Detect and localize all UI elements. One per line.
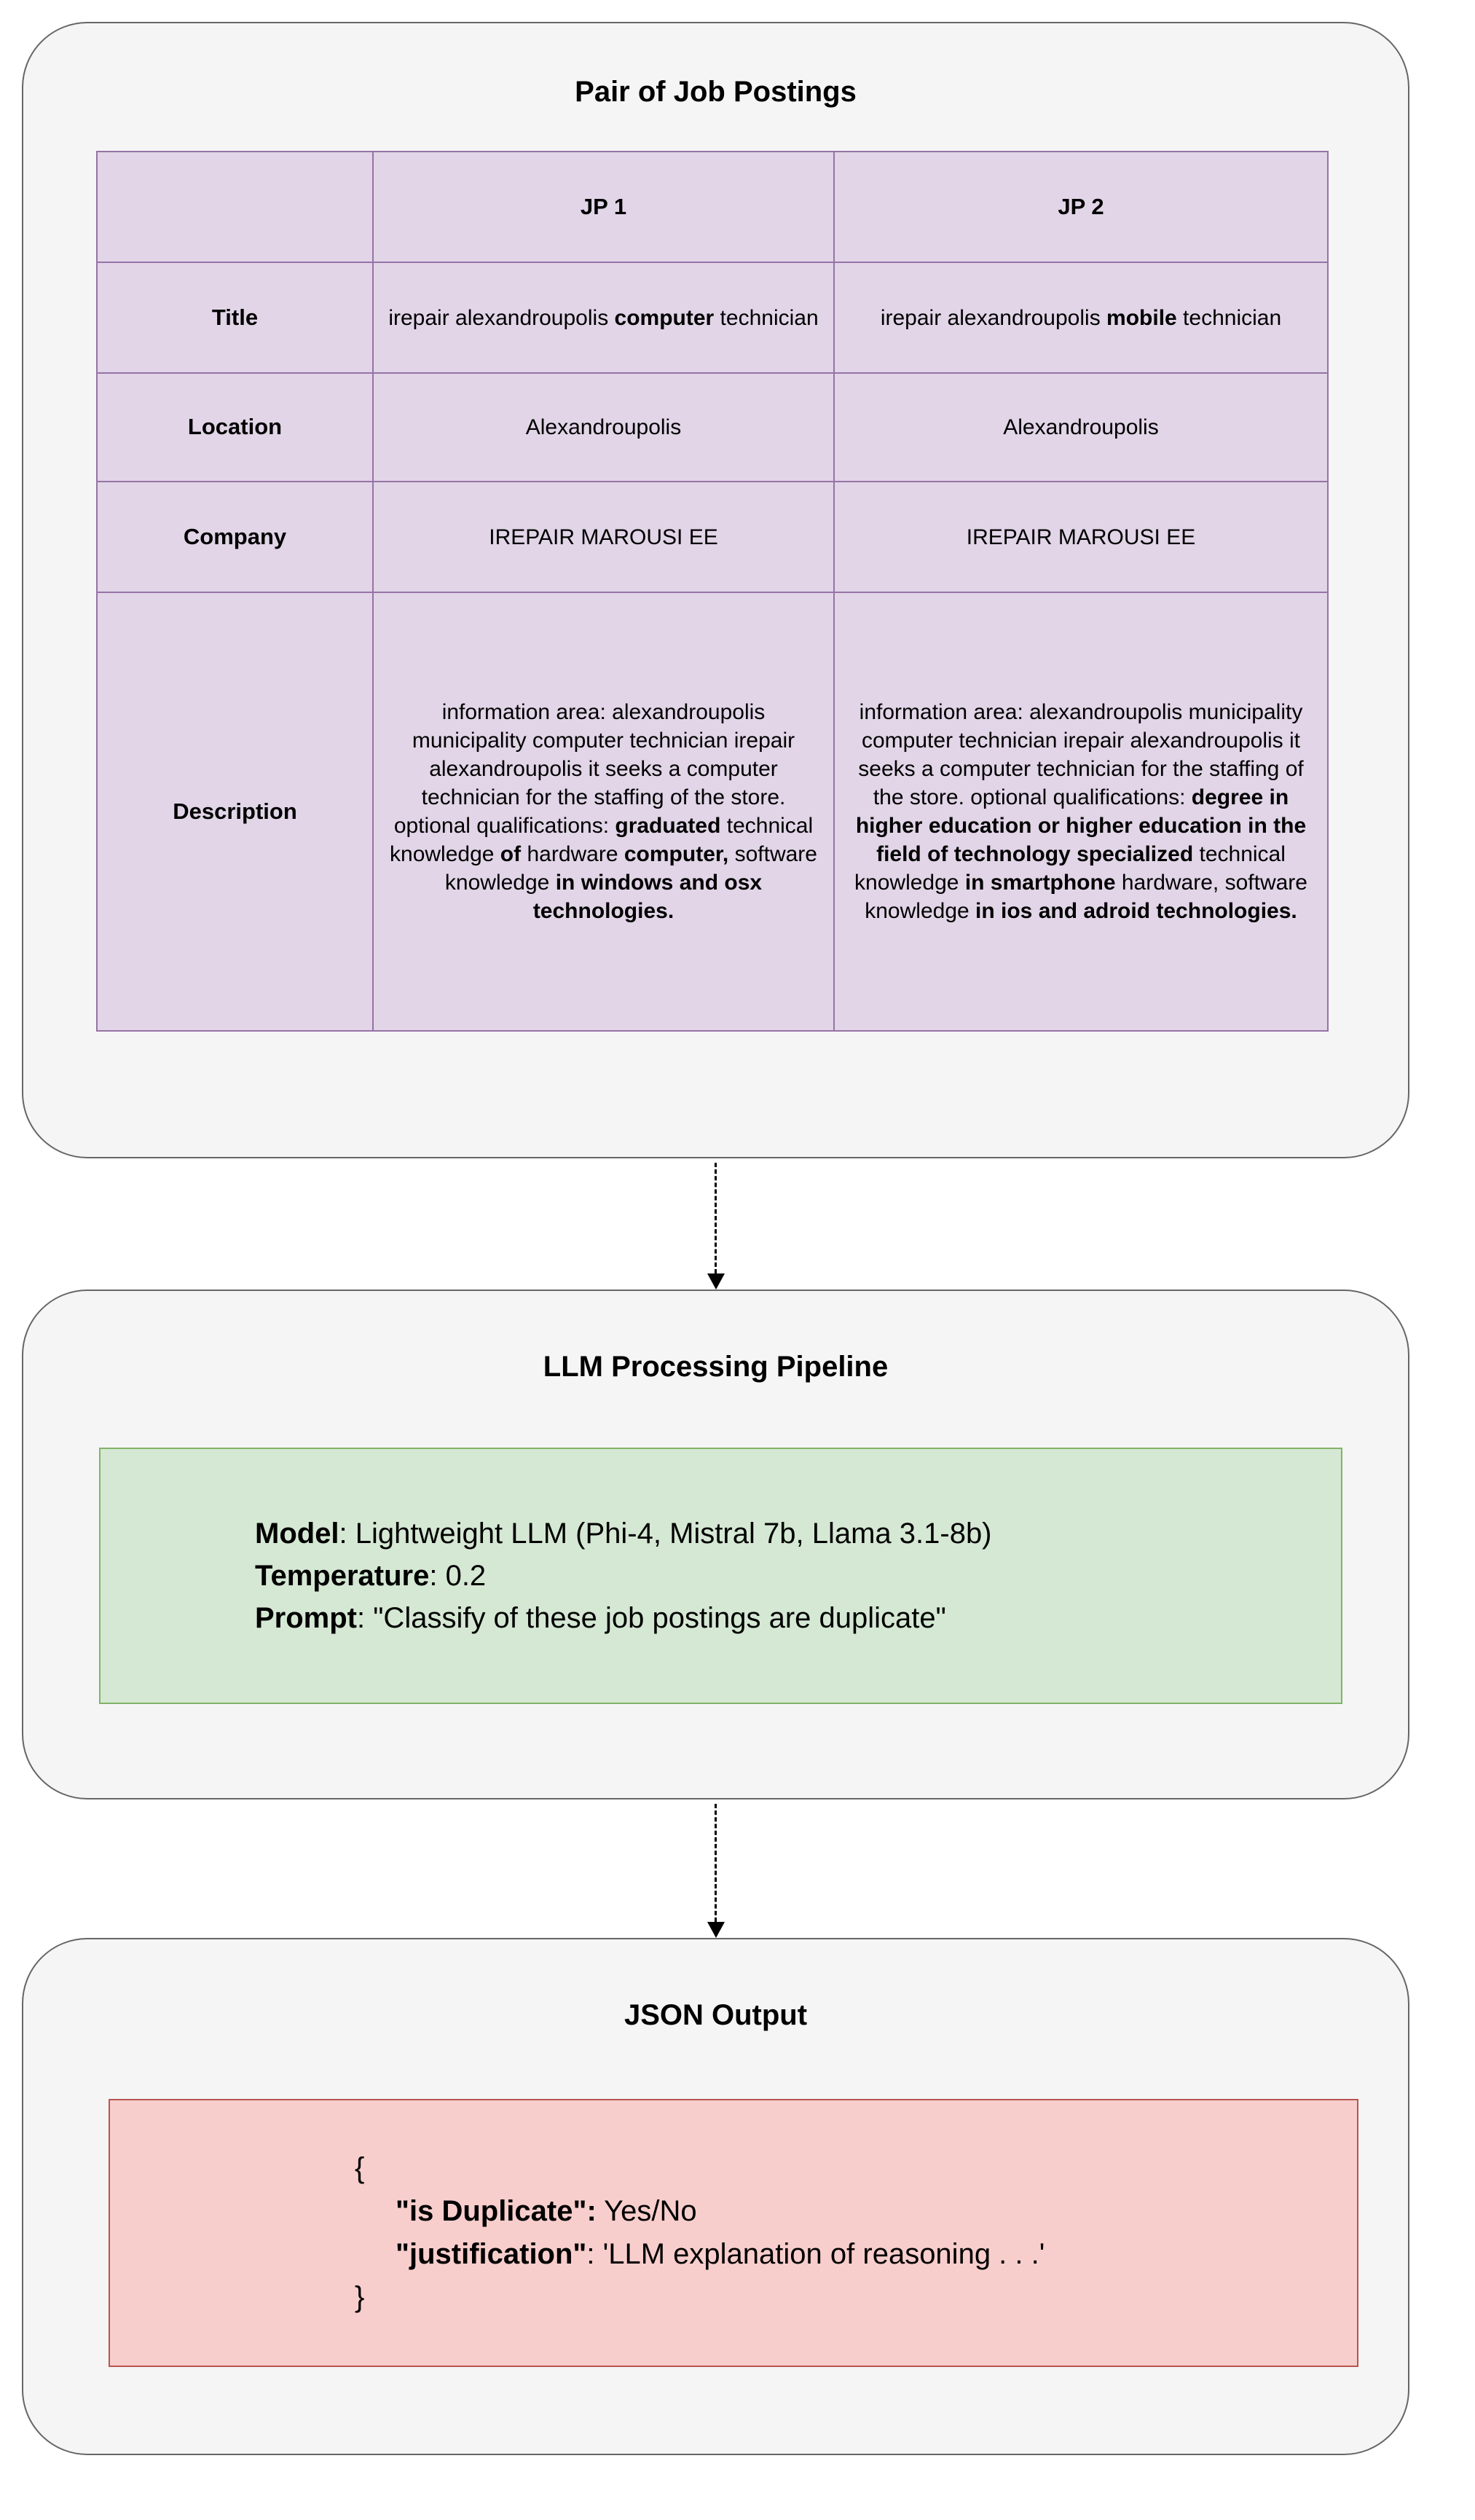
table-row-company [97,482,1328,592]
panel-json-output [22,1938,1409,2455]
config-line-prompt: Prompt: "Classify of these job postings are duplicate" [255,1602,946,1634]
flow-arrow-1 [22,1158,1409,1290]
table-row-description [97,592,1328,1031]
row-label-company: Company [97,482,373,592]
arrow-down-icon [707,1273,725,1290]
table-row-title [97,262,1328,373]
dashed-line-icon [715,1163,717,1273]
cell-location-jp2: Alexandroupolis [834,373,1328,482]
row-label-title: Title [97,262,373,373]
json-open-brace: { [355,2151,365,2184]
json-line-justification: "justification": 'LLM explanation of reasoning . . .' [396,2238,1045,2270]
cell-description-jp2: information area: alexandroupolis municipality computer technician irepair alexandroupolis it seeks a computer technician for the staffing of the store. optional qualifications: degree in higher education or higher education in the field of technology specialized technical knowledge in smartphone hardware, software knowledge in ios and adroid technologies. [834,592,1328,1031]
pipeline-config-box [99,1448,1342,1704]
json-output-title: JSON Output [624,1999,808,2031]
json-output-box [109,2099,1358,2367]
panel-llm-pipeline [22,1290,1409,1799]
table-row-location [97,373,1328,482]
json-line-is-duplicate: "is Duplicate": Yes/No [396,2194,697,2227]
cell-description-jp1: information area: alexandroupolis municipality computer technician irepair alexandroupolis it seeks a computer technician for the staffing of the store. optional qualifications: graduated technical knowledge of hardware computer, software knowledge in windows and osx technologies. [373,592,834,1031]
table-header-row [97,152,1328,262]
cell-location-jp1: Alexandroupolis [373,373,834,482]
header-cell-empty [97,152,373,262]
job-postings-table [96,151,1329,1032]
llm-pipeline-title: LLM Processing Pipeline [543,1351,889,1383]
cell-company-jp2: IREPAIR MAROUSI EE [834,482,1328,592]
cell-title-jp1: irepair alexandroupolis computer technician [373,262,834,373]
cell-title-jp2: irepair alexandroupolis mobile technician [834,262,1328,373]
json-close-brace: } [355,2281,365,2314]
arrow-down-icon [707,1922,725,1938]
job-postings-title: Pair of Job Postings [575,76,857,108]
row-label-location: Location [97,373,373,482]
config-line-model: Model: Lightweight LLM (Phi-4, Mistral 7b, Llama 3.1-8b) [255,1518,992,1550]
dashed-line-icon [715,1804,717,1922]
config-line-temperature: Temperature: 0.2 [255,1560,487,1592]
panel-job-postings [22,22,1409,1158]
cell-company-jp1: IREPAIR MAROUSI EE [373,482,834,592]
header-cell-jp2: JP 2 [834,152,1328,262]
flow-arrow-2 [22,1799,1409,1938]
row-label-description: Description [97,592,373,1031]
header-cell-jp1: JP 1 [373,152,834,262]
